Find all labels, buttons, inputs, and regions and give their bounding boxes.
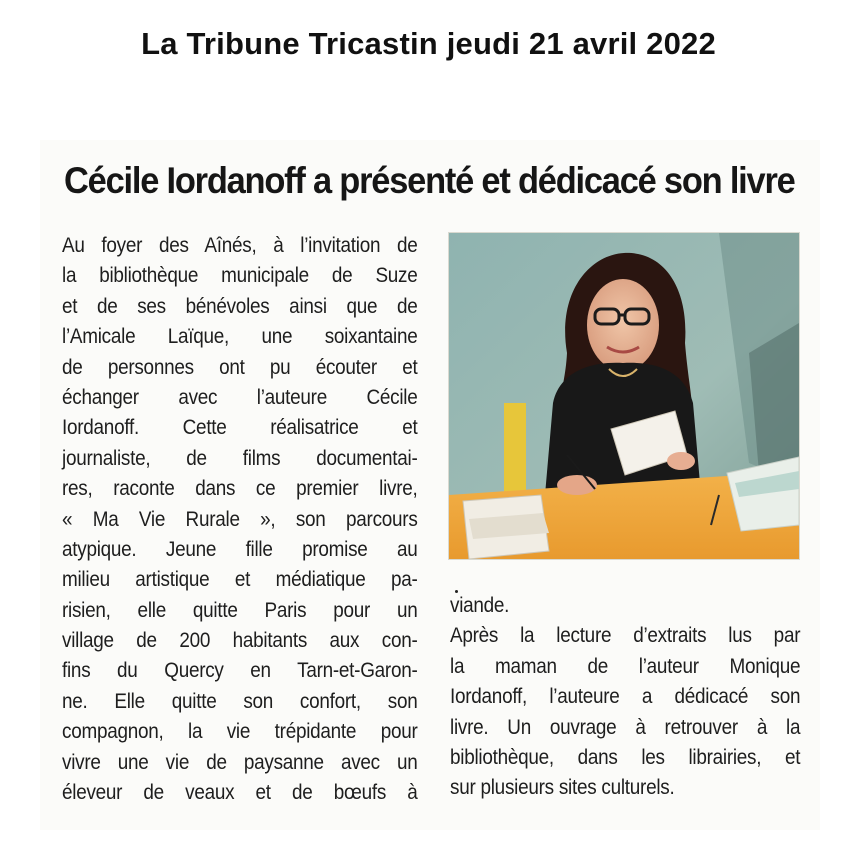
body-line: bibliothèque, dans les librairies, et [450,744,801,769]
body-line: vivre une vie de paysanne avec un [62,749,418,774]
body-line: l’Amicale Laïque, une soixantaine [62,324,418,349]
body-line: et de ses bénévoles ainsi que de [62,293,418,318]
body-line: atypique. Jeune fille promise au [62,536,418,561]
body-line: milieu artistique et médiatique pa- [62,567,418,592]
article-headline: Cécile Iordanoff a présenté et dédicacé son livre [64,160,795,201]
body-line: journaliste, de films documentai- [62,445,418,470]
body-line: res, raconte dans ce premier livre, [62,476,418,501]
body-line: la maman de l’auteur Monique [450,653,801,678]
body-line: « Ma Vie Rurale », son parcours [62,506,418,531]
body-line: viande. [450,593,510,617]
body-line: Après la lecture d’extraits lus par [450,623,801,648]
body-line: sur plusieurs sites culturels. [450,775,675,800]
body-line: de personnes ont pu écouter et [62,354,418,379]
article-body-right-column [450,590,800,803]
body-line: compagnon, la vie trépidante pour [62,719,418,744]
author-signing-photo [449,233,799,559]
body-line: risien, elle quitte Paris pour un [62,597,418,622]
body-line: échanger avec l’auteure Cécile [62,384,418,409]
article-photo [448,232,800,560]
article-body-left-column [62,230,418,807]
body-line: Iordanoff. Cette réalisatrice et [62,415,418,440]
body-line: Iordanoff, l’auteure a dédicacé son [450,684,801,709]
body-line: Au foyer des Aînés, à l’invitation de [62,233,418,257]
body-line: éleveur de veaux et de bœufs à [62,780,418,805]
body-line: la bibliothèque municipale de Suze [62,263,418,288]
newspaper-masthead: La Tribune Tricastin jeudi 21 avril 2022 [141,26,716,61]
body-line: livre. Un ouvrage à retrouver à la [450,714,801,739]
body-line: village de 200 habitants aux con- [62,628,418,653]
body-line: ne. Elle quitte son confort, son [62,688,418,713]
body-line: fins du Quercy en Tarn-et-Garon- [62,658,418,683]
